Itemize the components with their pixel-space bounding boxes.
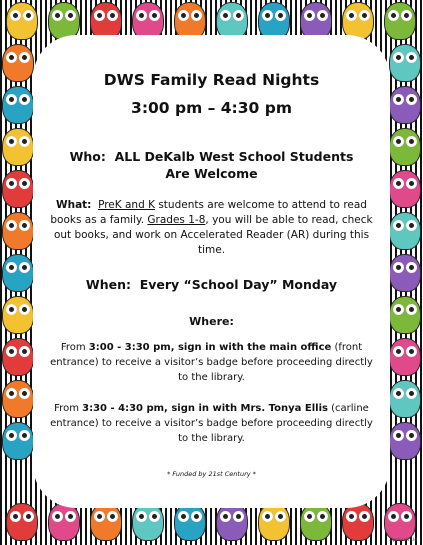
p2-rest: (carline entrance) to receive a visitor’s badge before proceeding directly to the library. [50,403,373,444]
when-section [50,276,373,293]
owl-decoration [132,2,164,40]
owl-decoration [216,503,248,541]
who-text-2: Are Welcome [165,166,258,181]
owl-decoration [132,503,164,541]
funding-note: * Funded by 21st Century * [167,470,256,478]
owl-decoration [2,86,34,124]
p1-bold: , sign in with the main office [170,342,332,353]
when-label: When: [85,277,131,292]
owl-decoration [389,296,421,334]
owl-decoration [389,254,421,292]
owl-decoration [48,2,80,40]
what-label: What: [56,199,92,211]
what-text-a: students are welcome to attend to read books as a family. [50,199,367,226]
owl-decoration [389,338,421,376]
owl-decoration [6,503,38,541]
what-section [50,198,373,258]
owl-decoration [6,2,38,40]
who-section [50,148,373,182]
p1-rest: (front entrance) to receive a visitor’s badge before proceeding directly to the library. [50,342,373,383]
who-label: Who: [69,149,106,164]
p1-pre: From [60,342,89,353]
who-text: ALL DeKalb West School Students [114,149,354,164]
owl-decoration [384,503,416,541]
what-grades-prek: PreK and K [98,199,155,211]
owl-decoration [389,86,421,124]
owl-decoration [2,44,34,82]
owl-decoration [2,296,34,334]
owl-decoration [174,503,206,541]
what-text-b: , you will be able to read, check out books, and work on Accelerated Reader (AR) during this time. [53,214,373,256]
where-label: Where: [189,315,234,328]
owl-decoration [342,503,374,541]
when-text: Every “School Day” Monday [139,277,338,292]
what-grades-1-8: Grades 1-8 [147,214,206,226]
owl-decoration [389,422,421,460]
flyer-content [50,60,373,478]
p2-bold: , sign in with Mrs. Tonya Ellis [164,403,328,414]
owl-decoration [389,212,421,250]
owl-decoration [389,380,421,418]
owl-decoration [300,503,332,541]
owl-decoration [2,254,34,292]
owl-decoration [2,422,34,460]
owl-decoration [342,2,374,40]
owl-decoration [258,503,290,541]
where-paragraph-2 [50,401,373,446]
owl-decoration [389,44,421,82]
owl-decoration [2,170,34,208]
owl-decoration [2,338,34,376]
flyer-title: DWS Family Read Nights [103,71,320,89]
event-time: 3:00 pm – 4:30 pm [131,99,292,117]
owl-decoration [216,2,248,40]
p2-pre: From [54,403,83,414]
owl-decoration [300,2,332,40]
owl-decoration [174,2,206,40]
owl-decoration [389,128,421,166]
owl-decoration [389,170,421,208]
owl-decoration [258,2,290,40]
artwork-credit: Lippincott Ltd [389,537,417,542]
owl-decoration [2,128,34,166]
p1-time: 3:00 - 3:30 pm [88,342,171,353]
where-paragraph-1 [50,340,373,385]
owl-decoration [48,503,80,541]
owl-decoration [2,380,34,418]
owl-decoration [384,2,416,40]
owl-decoration [90,503,122,541]
p2-time: 3:30 - 4:30 pm [82,403,165,414]
owl-decoration [90,2,122,40]
owl-decoration [2,212,34,250]
